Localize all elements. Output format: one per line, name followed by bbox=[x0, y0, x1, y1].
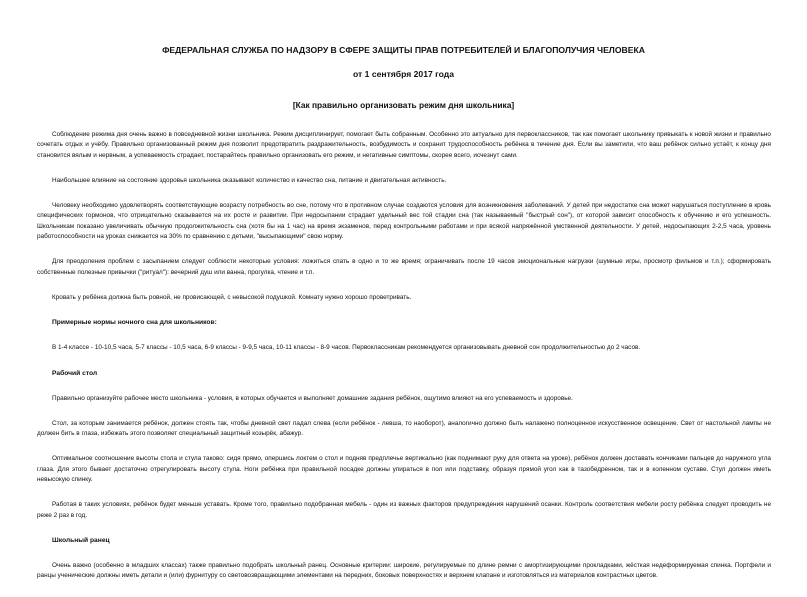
document-body bbox=[37, 130, 771, 597]
paragraph-health-factors: Наибольшее влияние на состояние здоровья школьника оказывают количество и качество сна, питание и двигательная активность. bbox=[52, 176, 447, 184]
desk-paragraph-lighting: Стол, за которым занимается ребёнок, должен стоять так, чтобы дневной свет падал слева (если ребёнок - левша, то наоборот), аналогично должно быть налажено полноценное искусственное освещение. Свет от настольной лампы не должен бить в глаза, избежать этого позволяет специальный защитный козырёк, абажур. bbox=[37, 419, 771, 438]
school-bag-text: Очень важно (особенно в младших классах) также правильно подобрать школьный ранец. Основные критерии: широкие, регулируемые по длине ремни с амортизирующими прокладками, жёсткая недеформируемая спинка. Портфели и ранцы ученические должны иметь детали и (или) фурнитуру со световозвращающими элементами на передних, боковых поверхностях и верхнем клапане и изготовляться из материалов контрастных цветов. bbox=[37, 561, 771, 580]
desk-paragraph-height: Оптимальное соотношение высоты стола и стула таково: сидя прямо, опершись локтем о стол и подняв предплечье вертикально (как поднимают руку для ответа на уроке), ребёнок должен доставать кончиками пальцев до наружного угла глаза. Для этого бывает достаточно отрегулировать высоту стула. Ноги ребёнка при правильной посадке должны упираться в пол или подставку, образуя прямой угол как в тазобедренном, так и в коленном суставе. Стул должен иметь невысокую спинку. bbox=[37, 455, 771, 484]
school-bag-heading: Школьный ранец bbox=[52, 536, 110, 544]
desk-heading: Рабочий стол bbox=[52, 369, 98, 377]
desk-paragraph-posture: Работая в таких условиях, ребёнок будет меньше уставать. Кроме того, правильно подобранная мебель - один из важных факторов предупреждения нарушений осанки. Контроль соответствия мебели росту ребёнка следует проводить не реже 2 раз в год. bbox=[37, 501, 771, 519]
agency-header: ФЕДЕРАЛЬНАЯ СЛУЖБА ПО НАДЗОРУ В СФЕРЕ ЗАЩИТЫ ПРАВ ПОТРЕБИТЕЛЕЙ И БЛАГОПОЛУЧИЯ ЧЕЛОВЕКА bbox=[162, 45, 645, 55]
paragraph-falling-asleep: Для преодоления проблем с засыпанием следует соблюсти некоторые условия: ложиться спать в одно и то же время; ограничивать после 19 часов эмоциональные нагрузки (шумные игры, просмотр фильмов и т.п.); сформировать собственные полезные привычки ("ритуал"): вечерний душ или ванна, прогулка, чтение и т.п. bbox=[37, 258, 771, 276]
desk-paragraph-workplace: Правильно организуйте рабочее место школьника - условия, в которых обучается и выполняет домашние задания ребёнок, ощутимо влияют на его успеваемость и здоровье. bbox=[52, 394, 573, 402]
paragraph-bed: Кровать у ребёнка должна быть ровной, не провисающей, с невысокой подушкой. Комнату нужно хорошо проветривать. bbox=[52, 293, 412, 301]
paragraph-intro: Соблюдение режима дня очень важно в повседневной жизни школьника. Режим дисциплинирует, помогает быть собранным. Особенно это актуально для первоклассников, так как помогает школьнику привыкать к новой жизни и правильно сочетать отдых и учёбу. Правильно организованный режим дня позволит предотвратить раздражительность, возбудимость и сохранит трудоспособность ребёнка в течение дня. Если вы заметили, что ваш ребёнок сильно устаёт, к концу дня становится вялым и нервным, а успеваемость страдает, постарайтесь правильно организовать его режим, и негативные симптомы, скорее всего, исчезнут сами. bbox=[37, 131, 771, 159]
document-title: [Как правильно организовать режим дня школьника] bbox=[292, 100, 515, 110]
document-date: от 1 сентября 2017 года bbox=[353, 69, 454, 79]
sleep-norms-text: В 1-4 классе - 10-10,5 часа, 5-7 классы - 10,5 часа, 6-9 классы - 9-9,5 часа, 10-11 классы - 8-9 часов. Первоклассникам рекомендуется организовывать дневной сон продолжительностью до 2 часов. bbox=[52, 344, 641, 352]
paragraph-sleep-needs: Человеку необходимо удовлетворять соответствующие возрасту потребность во сне, потому что в противном случае создаются условия для возникновения заболеваний. У детей при недостатке сна может нарушаться поступление в кровь специфических гормонов, что отрицательно сказывается на их росте и развитии. При недосыпании страдает удельный вес той стадии сна (так называемый "быстрый сон"), от которой зависит способность к обучению и его успешность. Школьникам показано увеличивать обычную продолжительность сна (хотя бы на 1 час) на время экзаменов, перед контрольными работами и при всякой напряжённой умственной деятельности. У детей, недосыпающих 2-2,5 часа, уровень работоспособности на уроках снижается на 30% по сравнению с детьми, "высыпающими" свою норму. bbox=[37, 202, 771, 241]
sleep-norms-heading: Примерные нормы ночного сна для школьников: bbox=[52, 319, 217, 327]
